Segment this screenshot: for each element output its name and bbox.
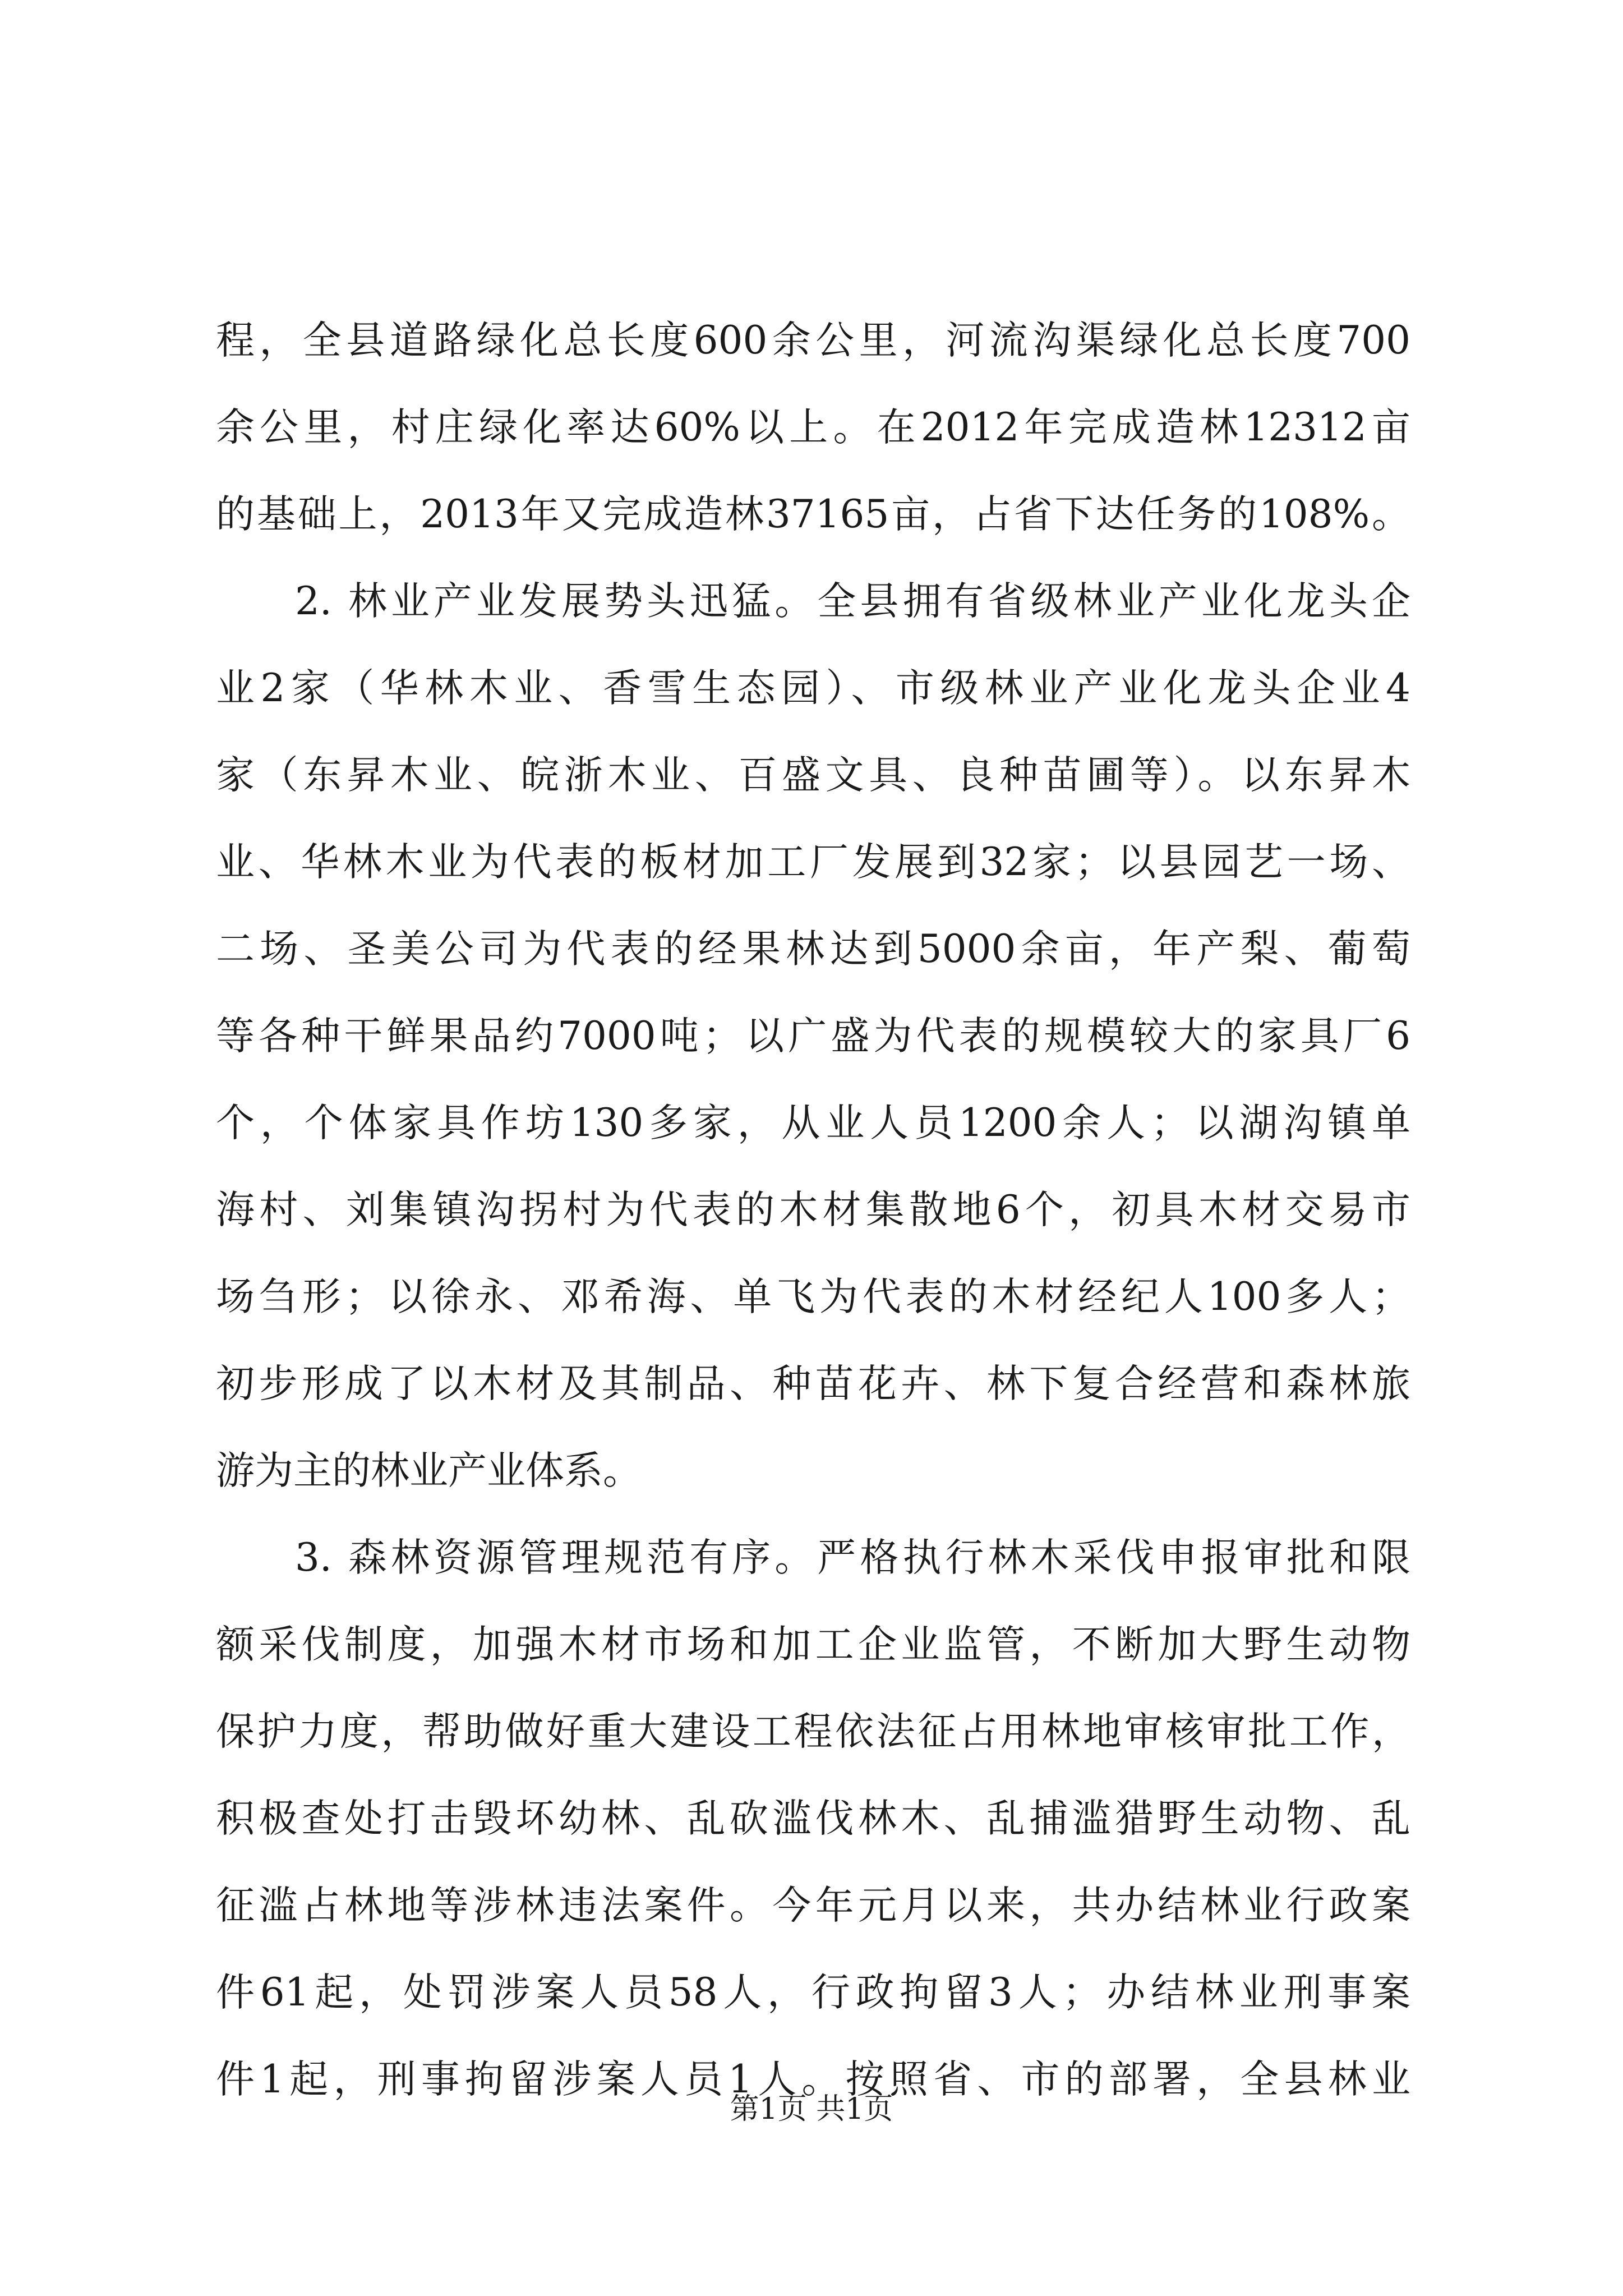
- text-line: 额采伐制度，加强木材市场和加工企业监管，不断加大野生动物: [216, 1622, 1410, 1667]
- text-line: 家（东昇木业、皖浙木业、百盛文具、良种苗圃等）。以东昇木: [216, 753, 1410, 798]
- text-line: 二场、圣美公司为代表的经果林达到5000余亩，年产梨、葡萄: [216, 927, 1410, 972]
- text-line: 积极查处打击毁坏幼林、乱砍滥伐林木、乱捕滥猎野生动物、乱: [216, 1796, 1410, 1841]
- text-line: 程，全县道路绿化总长度600余公里，河流沟渠绿化总长度700: [216, 318, 1410, 363]
- text-line: 征滥占林地等涉林违法案件。今年元月以来，共办结林业行政案: [216, 1883, 1410, 1928]
- text-line: 初步形成了以木材及其制品、种苗花卉、林下复合经营和森林旅: [216, 1361, 1410, 1406]
- text-line: 等各种干鲜果品约7000吨；以广盛为代表的规模较大的家具厂6: [216, 1014, 1410, 1059]
- text-line: 业、华林木业为代表的板材加工厂发展到32家；以县园艺一场、: [216, 840, 1410, 885]
- page-footer: [0, 2087, 1623, 2132]
- page-number: 第1页 共1页: [730, 2092, 893, 2126]
- document-body: [216, 297, 1410, 2123]
- text-line: 件1起，刑事拘留涉案人员1人。按照省、市的部署，全县林业: [216, 2057, 1410, 2102]
- text-line: 件61起，处罚涉案人员58人，行政拘留3人；办结林业刑事案: [216, 1970, 1410, 2015]
- paragraph-3-first-line: 3. 森林资源管理规范有序。严格执行林木采伐申报审批和限: [295, 1535, 1410, 1580]
- text-line: 场刍形；以徐永、邓希海、单飞为代表的木材经纪人100多人；: [216, 1274, 1410, 1319]
- text-line: 个，个体家具作坊130多家，从业人员1200余人；以湖沟镇单: [216, 1101, 1410, 1145]
- text-line: 的基础上，2013年又完成造林37165亩，占省下达任务的108%。: [216, 492, 1410, 537]
- paragraph-2-first-line: 2. 林业产业发展势头迅猛。全县拥有省级林业产业化龙头企: [295, 579, 1410, 624]
- text-line: 游为主的林业产业体系。: [216, 1448, 642, 1493]
- text-line: 海村、刘集镇沟拐村为代表的木材集散地6个，初具木材交易市: [216, 1188, 1410, 1232]
- text-line: 保护力度，帮助做好重大建设工程依法征占用林地审核审批工作，: [216, 1709, 1410, 1754]
- text-line: 业2家（华林木业、香雪生态园）、市级林业产业化龙头企业4: [216, 666, 1410, 711]
- text-line: 余公里，村庄绿化率达60%以上。在2012年完成造林12312亩: [216, 405, 1410, 450]
